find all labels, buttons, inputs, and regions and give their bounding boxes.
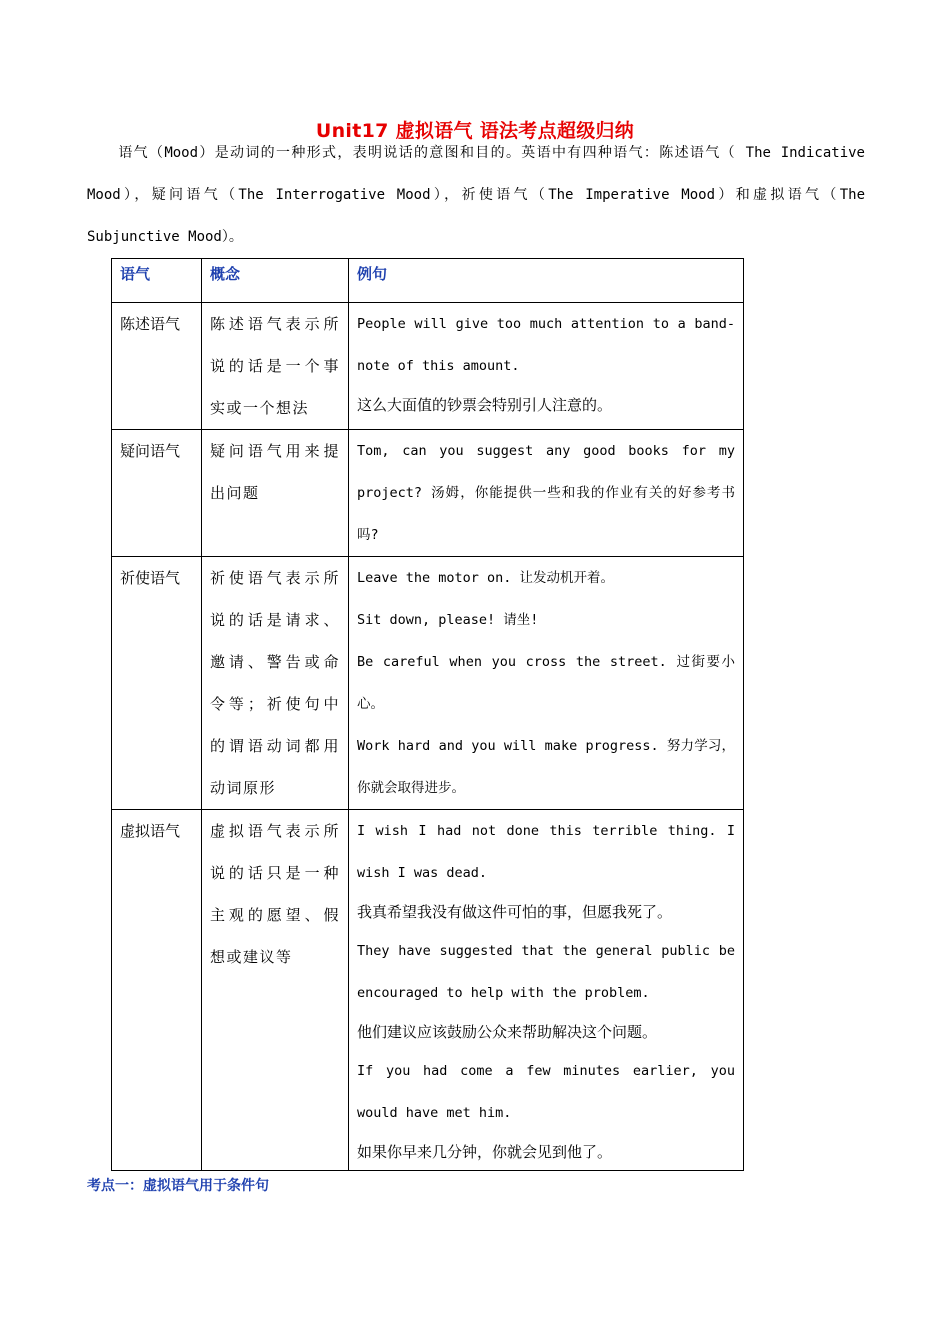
example-en: I wish I had not done this terrible thing. I wish I was dead.: [357, 823, 735, 881]
mood-name: 祈使语气: [112, 557, 202, 810]
section-heading: 考点一：虚拟语气用于条件句: [87, 1178, 269, 1194]
mood-concept: 虚拟语气表示所说的话只是一种主观的愿望、假想或建议等: [202, 810, 349, 1171]
mood-name: 陈述语气: [112, 303, 202, 430]
intro-text: 语气（Mood）是动词的一种形式，表明说话的意图和目的。英语中有四种语气：陈述语气（ The Indicative Mood），疑问语气（The Interrogative Mood），祈使语气（The Imperative Mood）和虚拟语气（The Subjunctive Mood）。: [87, 145, 865, 245]
header-example: 例句: [349, 259, 744, 303]
table-header-row: [112, 259, 744, 303]
table-row: [112, 557, 744, 810]
table-row: [112, 430, 744, 557]
example-cn: 我真希望我没有做这件可怕的事，但愿我死了。: [357, 903, 673, 921]
mood-examples: [349, 557, 744, 810]
mood-examples: [349, 430, 744, 557]
mood-concept: 祈使语气表示所说的话是请求、邀请、警告或命令等；祈使句中的谓语动词都用动词原形: [202, 557, 349, 810]
example-en: If you had come a few minutes earlier, you would have met him.: [357, 1063, 735, 1121]
mood-concept: 陈述语气表示所说的话是一个事实或一个想法: [202, 303, 349, 430]
table-row: [112, 810, 744, 1171]
page-title: Unit17 虚拟语气 语法考点超级归纳: [315, 120, 635, 142]
example-cn: 这么大面值的钞票会特别引人注意的。: [357, 396, 613, 414]
mood-examples: [349, 810, 744, 1171]
header-concept: 概念: [202, 259, 349, 303]
example-cn: 如果你早来几分钟，你就会见到他了。: [357, 1143, 613, 1161]
mood-concept: 疑问语气用来提出问题: [202, 430, 349, 557]
example-en: Sit down, please! 请坐!: [357, 612, 539, 628]
intro-paragraph: [87, 132, 865, 258]
header-mood: 语气: [112, 259, 202, 303]
example-en: Tom, can you suggest any good books for my project? 汤姆，你能提供一些和我的作业有关的好参考书吗?: [357, 443, 735, 543]
example-en: They have suggested that the general public be encouraged to help with the problem.: [357, 943, 735, 1001]
example-en: Be careful when you cross the street. 过街要小心。: [357, 654, 735, 712]
example-en: People will give too much attention to a band-note of this amount.: [357, 316, 735, 374]
mood-name: 虚拟语气: [112, 810, 202, 1171]
example-en: Leave the motor on. 让发动机开着。: [357, 570, 615, 586]
example-en: Work hard and you will make progress. 努力学习，你就会取得进步。: [357, 738, 735, 796]
table-row: [112, 303, 744, 430]
mood-table: [111, 258, 744, 1171]
example-cn: 他们建议应该鼓励公众来帮助解决这个问题。: [357, 1023, 658, 1041]
mood-examples: [349, 303, 744, 430]
mood-name: 疑问语气: [112, 430, 202, 557]
